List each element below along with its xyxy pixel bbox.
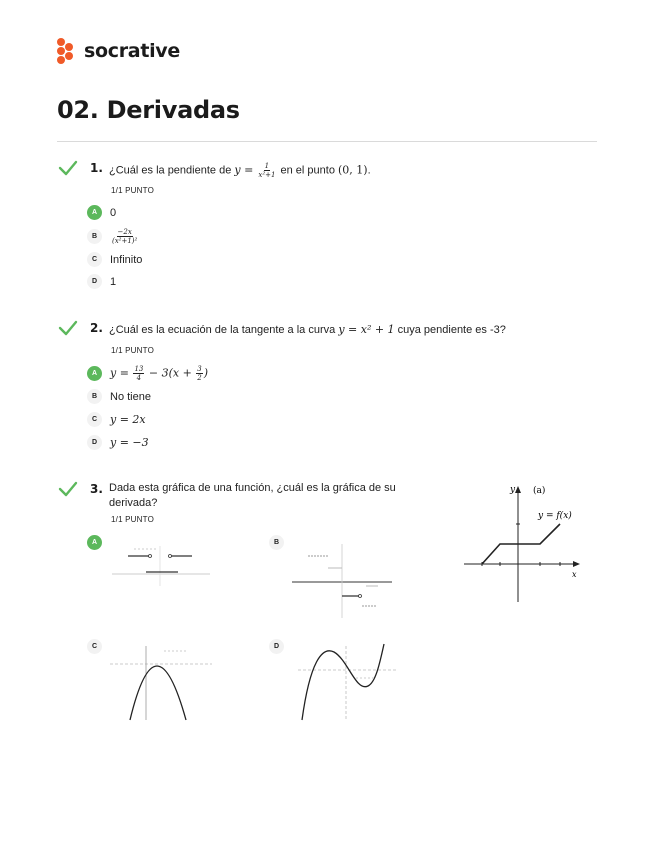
question-number: 2. [90, 321, 103, 335]
option-text: No tiene [110, 390, 151, 403]
option-text: 1 [110, 275, 117, 288]
answer-option-b-graph[interactable] [290, 540, 394, 620]
option-text: 0 [110, 206, 117, 219]
option-letter-badge: D [87, 435, 102, 450]
correct-check-icon [58, 481, 78, 497]
option-letter-badge: B [87, 389, 102, 404]
answer-option-b[interactable] [87, 228, 139, 245]
option-letter-badge: A [87, 366, 102, 381]
answer-option-b[interactable] [87, 389, 151, 404]
option-formula: y = 2x [110, 413, 146, 426]
answer-option-c-graph[interactable] [108, 642, 214, 722]
answer-option-a[interactable] [87, 205, 116, 220]
option-letter-badge[interactable]: A [87, 535, 102, 550]
question-number: 1. [90, 161, 103, 175]
correct-check-icon [58, 160, 78, 176]
answer-option-d[interactable] [87, 274, 116, 289]
correct-check-icon [58, 320, 78, 336]
page-title: 02. Derivadas [57, 96, 240, 124]
brand-name: socrative [84, 40, 180, 62]
points-label: 1/1 PUNTO [111, 515, 154, 524]
socrative-logo [57, 38, 180, 64]
option-letter-badge: C [87, 412, 102, 427]
question-text: Dada esta gráfica de una función, ¿cuál es la gráfica de su derivada? [109, 482, 396, 509]
answer-option-a-graph[interactable] [110, 540, 214, 588]
points-label: 1/1 PUNTO [111, 186, 154, 195]
option-letter-badge: A [87, 205, 102, 220]
option-letter-badge: B [87, 229, 102, 244]
option-fraction: $\frac{-2x}{\text{(x²+1)²}}$ [112, 228, 138, 245]
option-formula: y = $\frac{13}{4}$ − 3(x + $\frac{3}{2}$ ) [110, 365, 209, 382]
question-function-graph [460, 482, 584, 606]
answer-option-a[interactable] [87, 365, 208, 382]
question-text: ¿Cuál es la pendiente de y = $\frac{1}{\text{x²+1}}$ en el punto (0, 1). [109, 162, 371, 179]
title-divider [57, 141, 597, 142]
option-letter-badge[interactable]: B [269, 535, 284, 550]
option-letter-badge: D [87, 274, 102, 289]
points-label: 1/1 PUNTO [111, 346, 154, 355]
question-text: ¿Cuál es la ecuación de la tangente a la curva y = x² + 1 cuya pendiente es -3? [109, 323, 506, 336]
curve-label: y = f(x) [538, 511, 572, 521]
question-number: 3. [90, 482, 103, 496]
answer-option-c[interactable] [87, 412, 146, 427]
option-formula: y = −3 [110, 436, 149, 449]
option-letter-badge[interactable]: C [87, 639, 102, 654]
y-axis-label: y [510, 485, 516, 495]
answer-option-d[interactable] [87, 435, 149, 450]
answer-option-c[interactable] [87, 252, 142, 267]
x-axis-label: x [572, 570, 577, 579]
option-letter-badge[interactable]: D [269, 639, 284, 654]
option-letter-badge: C [87, 252, 102, 267]
option-text: Infinito [110, 253, 143, 266]
socrative-logo-icon [57, 38, 79, 64]
figure-label: (a) [533, 486, 546, 496]
answer-option-d-graph[interactable] [296, 642, 400, 722]
